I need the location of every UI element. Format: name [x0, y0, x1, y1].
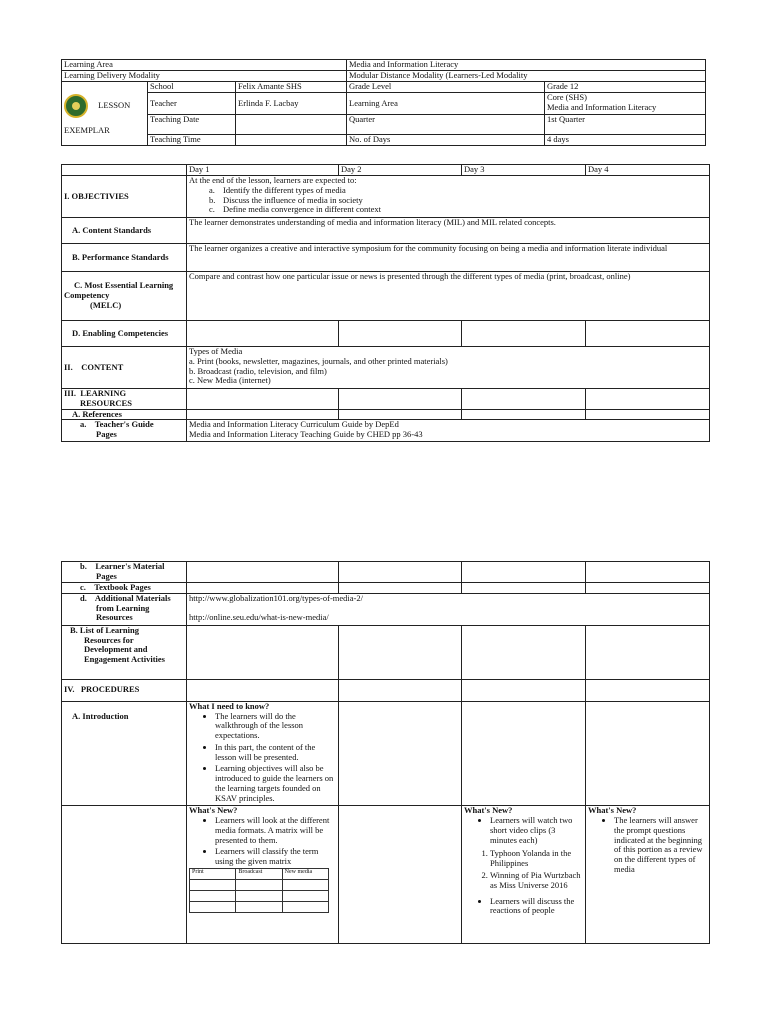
list-item: • Learners will classify the term using the given matrix: [215, 847, 336, 867]
grade-level-label: Grade Level: [347, 82, 545, 93]
additional-materials-label: d. Additional Materials from Learning Resources: [62, 593, 187, 625]
matrix-header-new-media: New media: [282, 869, 328, 880]
learners-material-label: b. Learner's Material Pages: [62, 562, 187, 583]
whats-new-day2: [339, 806, 462, 944]
objective-item: c. Define media convergence in different context: [209, 204, 382, 215]
list-item: • Learners will discuss the reactions of people: [490, 897, 583, 917]
days-label: No. of Days: [347, 135, 545, 146]
references-day1: [187, 409, 339, 420]
teaching-date-value: [236, 115, 347, 135]
list-item: • In this part, the content of the lesson will be presented.: [215, 743, 336, 763]
content-text: Types of Media a. Print (books, newsletter, magazines, journals, and other printed materials) b. Broadcast (radio, television, and film) c. New Media (internet): [187, 347, 710, 389]
list-day2: [339, 625, 462, 679]
matrix-cell[interactable]: [236, 891, 282, 902]
learning-area-label: Learning Area: [62, 60, 347, 71]
intro-day3: [462, 701, 586, 806]
days-value: 4 days: [545, 135, 706, 146]
header-table: [61, 59, 706, 146]
day-header-2: Day 2: [339, 165, 462, 176]
whats-new-label: [62, 806, 187, 944]
tb-day1: [187, 583, 339, 594]
objective-item: b. Discuss the influence of media in society: [209, 194, 363, 205]
lm-day2: [339, 562, 462, 583]
list-day4: [586, 625, 710, 679]
quarter-label: Quarter: [347, 115, 545, 135]
lm-day4: [586, 562, 710, 583]
performance-standards-label: B. Performance Standards: [62, 244, 187, 272]
whats-new-day3: [462, 806, 586, 944]
matrix-cell[interactable]: [236, 880, 282, 891]
delivery-value: Modular Distance Modality (Learners-Led Modality: [347, 71, 706, 82]
quarter-value: 1st Quarter: [545, 115, 706, 135]
area-value: [545, 93, 706, 115]
matrix-header-print: Print: [190, 869, 236, 880]
day-header-3: Day 3: [462, 165, 586, 176]
grade-level-value: Grade 12: [545, 82, 706, 93]
enabling-day1: [187, 321, 339, 347]
enabling-day3: [462, 321, 586, 347]
matrix-cell[interactable]: [190, 891, 236, 902]
teachers-guide-label: a. Teacher's Guide Pages: [62, 420, 187, 442]
day-header-4: Day 4: [586, 165, 710, 176]
references-label: A. References: [62, 409, 187, 420]
resources-day4: [586, 389, 710, 410]
what-i-need-to-know-cell: [187, 701, 339, 806]
proc-day3: [462, 679, 586, 701]
link-seu[interactable]: http://online.seu.edu/what-is-new-media/: [189, 611, 329, 622]
delivery-label: Learning Delivery Modality: [62, 71, 347, 82]
content-standards-text: The learner demonstrates understanding of media and information literacy (MIL) and MIL related concepts.: [187, 218, 710, 244]
tb-day4: [586, 583, 710, 594]
lesson-exemplar-cell: [62, 82, 148, 146]
tb-day2: [339, 583, 462, 594]
references-day4: [586, 409, 710, 420]
melc-text: Compare and contrast how one particular issue or news is presented through the different types of media (print, broadcast, online): [187, 272, 710, 321]
objective-item: a. Identify the different types of media: [209, 184, 346, 195]
whats-new-title: What's New?: [464, 805, 513, 816]
performance-standards-text: The learner organizes a creative and interactive symposium for the community focusing on being a media and information literate individual: [187, 244, 710, 272]
whats-new-title: What's New?: [588, 805, 637, 816]
classification-matrix: [189, 868, 329, 913]
teachers-guide-text: Media and Information Literacy Curriculum Guide by DepEd Media and Information Literacy Teaching Guide by CHED pp 36-43: [187, 420, 710, 442]
learning-resources-label: III. LEARNING RESOURCES: [62, 389, 187, 410]
whats-new-title: What's New?: [189, 805, 238, 816]
introduction-label: A. Introduction: [62, 701, 187, 806]
objectives-label: I. OBJECTIVIES: [62, 176, 187, 218]
plan-table: [61, 164, 710, 442]
references-day3: [462, 409, 586, 420]
procedures-label: IV. PROCEDURES: [62, 679, 187, 701]
link-globalization[interactable]: http://www.globalization101.org/types-of-media-2/: [189, 593, 363, 603]
teaching-time-value: [236, 135, 347, 146]
school-label: School: [148, 82, 236, 93]
matrix-cell[interactable]: [190, 902, 236, 913]
lm-day3: [462, 562, 586, 583]
whats-new-day4: [586, 806, 710, 944]
plan-table-continued: [61, 561, 710, 944]
proc-day4: [586, 679, 710, 701]
day-header-1: Day 1: [187, 165, 339, 176]
references-day2: [339, 409, 462, 420]
enabling-day4: [586, 321, 710, 347]
whats-new-list: [464, 816, 583, 845]
whats-new-list: [464, 897, 583, 917]
need-list: [189, 712, 336, 804]
list-item: • The learners will do the walkthrough of the lesson expectations.: [215, 712, 336, 741]
area-label: Learning Area: [347, 93, 545, 115]
objectives-cell: [187, 176, 710, 218]
what-i-need-to-know-title: What I need to know?: [189, 701, 270, 711]
content-standards-label: A. Content Standards: [62, 218, 187, 244]
teacher-value: Erlinda F. Lacbay: [236, 93, 347, 115]
whats-new-list: [588, 816, 707, 875]
video-clips-list: [464, 849, 583, 890]
additional-materials-links: [187, 593, 710, 625]
matrix-cell[interactable]: [282, 902, 328, 913]
teaching-date-label: Teaching Date: [148, 115, 236, 135]
melc-label: C. Most Essential Learning Competency (MELC): [62, 272, 187, 321]
objectives-intro: At the end of the lesson, learners are expected to:: [189, 175, 357, 185]
area-value-line2: Media and Information Literacy: [547, 101, 657, 112]
exemplar-label: EXEMPLAR: [64, 124, 110, 135]
list-day1: [187, 625, 339, 679]
matrix-cell[interactable]: [282, 891, 328, 902]
teacher-label: Teacher: [148, 93, 236, 115]
resources-day3: [462, 389, 586, 410]
resources-day2: [339, 389, 462, 410]
matrix-cell[interactable]: [282, 880, 328, 891]
lesson-label: LESSON: [98, 99, 131, 110]
tb-day3: [462, 583, 586, 594]
list-item: • Learners will watch two short video clips (3 minutes each): [490, 816, 583, 845]
list-item: 2. Winning of Pia Wurtzbach as Miss Universe 2016: [490, 871, 583, 891]
matrix-cell[interactable]: [190, 880, 236, 891]
list-item: • Learners will look at the different media formats. A matrix will be presented to them.: [215, 816, 336, 845]
matrix-cell[interactable]: [236, 902, 282, 913]
whats-new-list: [189, 816, 336, 867]
intro-day4: [586, 701, 710, 806]
whats-new-day1: [187, 806, 339, 944]
content-label: II. CONTENT: [62, 347, 187, 389]
resources-day1: [187, 389, 339, 410]
matrix-header-broadcast: Broadcast: [236, 869, 282, 880]
enabling-competencies-label: D. Enabling Competencies: [62, 321, 187, 347]
textbook-pages-label: c. Textbook Pages: [62, 583, 187, 594]
school-value: Felix Amante SHS: [236, 82, 347, 93]
proc-day2: [339, 679, 462, 701]
day-header-blank: [62, 165, 187, 176]
list-item: 1. Typhoon Yolanda in the Philippines: [490, 849, 583, 869]
area-value-line1: Core (SHS): [547, 92, 587, 102]
teaching-time-label: Teaching Time: [148, 135, 236, 146]
list-item: • The learners will answer the prompt questions indicated at the beginning of this portion as a review on the different types of media: [614, 816, 707, 875]
list-day3: [462, 625, 586, 679]
learning-area-value: Media and Information Literacy: [347, 60, 706, 71]
intro-day2: [339, 701, 462, 806]
deped-seal-icon: [64, 94, 88, 118]
lm-day1: [187, 562, 339, 583]
proc-day1: [187, 679, 339, 701]
enabling-day2: [339, 321, 462, 347]
list-of-resources-label: B. List of Learning Resources for Development and Engagement Activities: [62, 625, 187, 679]
list-item: • Learning objectives will also be introduced to guide the learners on the learning targets founded on KSAV principles.: [215, 764, 336, 803]
